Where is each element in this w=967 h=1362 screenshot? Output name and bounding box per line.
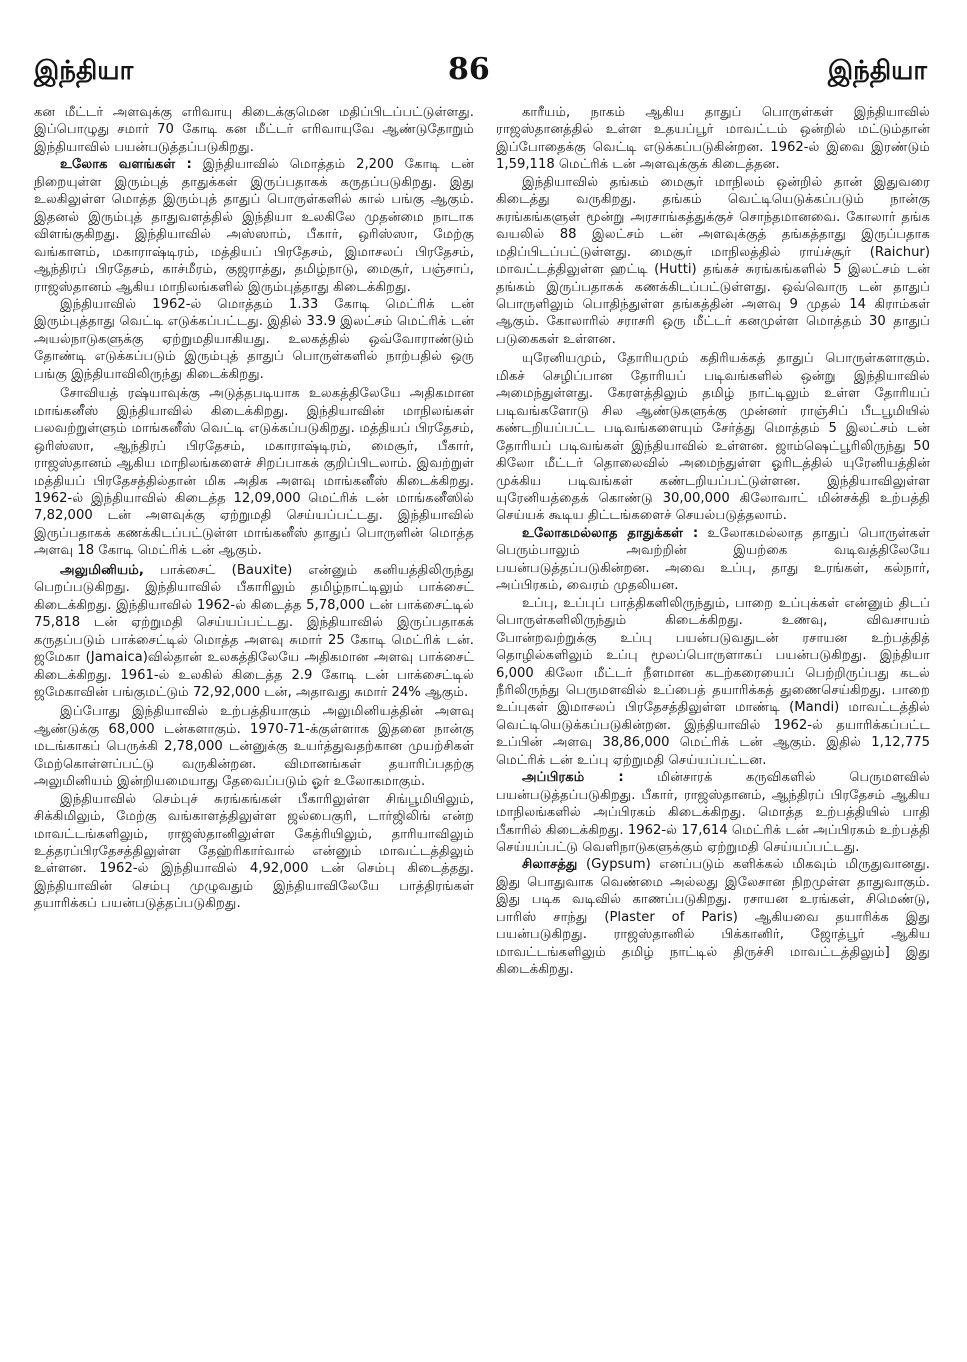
paragraph [34,156,474,296]
paragraph [34,104,474,156]
paragraph-text: உப்பு, உப்புப் பாத்திகளிலிருந்தும், பாறை உப்புக்கள் என்னும் திடப் பொருள்களிலிருந்தும் கிடைக்கிறது. உணவு, விவசாயம் போன்றவற்றுக்கு உப்பு பயன்படுவதுடன் ரசாயன உற்பத்தித் தொழில்களிலும் உப்பு மூலப்பொருளாகப் பயன்படுகிறது. இந்தியா 6,000 கிலோ மீட்டர் நீளமான கடற்கரையைப் பெற்றிருப்பது கடல் நீரிலிருந்து பெருமளவில் உப்பைத் தயாரிக்கத் துணைசெய்கிறது. பாறை உப்புகள் இமாசலப் பிரதேசத்திலுள்ள மாண்டி (Mandi) மாவட்டத்தில் வெட்டியெடுக்கப்படுகின்றன. இந்தியாவில் 1962-ல் தயாரிக்கப்பட்ட உப்பின் அளவு 38,86,000 மெட்ரிக் டன் ஆகும். இதில் 1,12,775 மெட்ரிக் டன் உப்பு ஏற்றுமதி செய்யப்பட்டன. [496,595,930,768]
paragraph-text: பாக்சைட் (Bauxite) என்னும் கனியத்திலிருந்து பெறப்படுகிறது. இந்தியாவில் பீகாரிலும் தமிழ்நாட்டிலும் பாக்சைட் கிடைக்கிறது. இந்தியாவில் 1962-ல் கிடைத்த 5,78,000 டன் பாக்சைட்டில் 75,818 டன் ஏற்றுமதி செய்யப்பட்டது. இந்தியாவில் இருப்பதாகக் கருதப்படும் பாக்சைட்டில் மொத்த அளவு சுமார் 25 கோடி மெட்ரிக் டன். ஜமேகா (Jamaica)வில்தான் உலகத்திலேயே அதிகமான அளவு பாக்சைட் கிடைக்கிறது. 1961-ல் உலகில் கிடைத்த 2.9 கோடி டன் பாக்சைட்டில் ஜமேகாவின் பங்குமட்டும் 72,92,000 டன், அதாவது சுமார் 24% ஆகும். [34,562,474,700]
paragraph [496,104,930,174]
paragraph [34,703,474,790]
paragraph [496,350,930,525]
running-title-right: இந்தியா [827,56,927,86]
paragraph [496,174,930,349]
paragraph [496,856,930,978]
paragraph-text: உலோகமல்லாத தாதுப் பொருள்கள் பெரும்பாலும் அவற்றின் இயற்கை வடிவத்திலேயே பயன்படுத்தப்படுகின்றன. அவை உப்பு, தாது உரங்கள், கல்நார், அப்பிரகம், வைரம் முதலியன. [496,525,930,594]
paragraph-text: இந்தியாவில் தங்கம் மைசூர் மாநிலம் ஒன்றில் தான் இதுவரை கிடைத்து வருகிறது. தங்கம் வெட்டியெடுக்கப்படும் நான்கு சுரங்கங்களுள் மூன்று அரசாங்கத்துக்குச் சொந்தமானவை. கோலார் தங்க வயலில் 88 இலட்சம் டன் அளவுக்குத் தங்கத்தாது இருப்பதாக மதிப்பிடப்பட்டுள்ளது. மைசூர் மாநிலத்தில் ராய்ச்சூர் (Raichur) மாவட்டத்திலுள்ள ஹட்டி (Hutti) தங்கச் சுரங்கங்களில் 5 இலட்சம் டன் தங்கம் இருப்பதாகக் கணக்கிடப்பட்டுள்ளது. ஒவ்வொரு டன் தாதுப் பொருளிலும் பொதிந்துள்ள தங்கத்தின் அளவு 9 முதல் 14 கிராம்கள் ஆகும். கோலாரில் சராசரி ஒரு மீட்டர் கனமுள்ள மொத்தம் 30 தாதுப் படுகைகள் உள்ளன. [496,174,930,347]
section-heading: அப்பிரகம் : [522,770,624,786]
section-heading: உலோக வளங்கள் : [60,157,192,173]
section-heading: உலோகமல்லாத தாதுக்கள் : [522,525,699,541]
page-number: 86 [448,52,490,87]
section-heading: அலுமினியம், [60,562,144,578]
paragraph-text: மின்சாரக் கருவிகளில் பெருமளவில் பயன்படுத்தப்படுகிறது. பீகார், ராஜஸ்தானம், ஆந்திரப் பிரதேசம் ஆகிய மாநிலங்களில் அப்பிரகம் கிடைக்கிறது. மொத்த உற்பத்தியில் பாதி பீகாரில் கிடைக்கிறது. 1962-ல் 17,614 மெட்ரிக் டன் அப்பிரகம் உற்பத்தி செய்யப்பட்டு வெளிநாடுகளுக்கும் ஏற்றுமதி செய்யப்பட்டது. [496,770,930,856]
paragraph-text: கன மீட்டர் அளவுக்கு எரிவாயு கிடைக்குமென மதிப்பிடப்பட்டுள்ளது. இப்பொழுது சமார் 70 கோடி கன மீட்டர் எரிவாயுவே ஆண்டுதோறும் இந்தியாவில் பயன்படுத்தப்படுகிறது. [34,105,474,155]
section-heading: சிலாசத்து [522,857,578,873]
right-column [496,104,930,1354]
paragraph-text: சோவியத் ரஷ்யாவுக்கு அடுத்தபடியாக உலகத்திலேயே அதிகமான மாங்கனீஸ் இந்தியாவில் கிடைக்கிறது. இந்தியாவின் மாநிலங்கள் பலவற்றுள்ளும் மாங்கனீஸ் வெட்டி எடுக்கப்படுகிறது. மத்தியப் பிரதேசம், ஒரிஸ்ஸா, ஆந்திரப் பிரதேசம், மகாராஷ்டிரம், மைசூர், பீகார், ராஜஸ்தானம் ஆகிய மாநிலங்களைச் சிறப்பாகக் குறிப்பிடலாம். இவற்றுள் மத்தியப் பிரதேசத்தில்தான் மிக அதிக அளவு மாங்கனீஸ் கிடைக்கிறது. 1962-ல் இந்தியாவில் கிடைத்த 12,09,000 மெட்ரிக் டன் மாங்கனீஸில் 7,82,000 டன் அளவுக்கு ஏற்றுமதி செய்யப்பட்டது. இந்தியாவில் இருப்பதாகக் கணக்கிடப்பட்டுள்ள மாங்கனீஸ் தாதுப் பொருளின் மொத்த அளவு 18 கோடி மெட்ரிக் டன் ஆகும். [34,386,474,559]
paragraph-text: யுரேனியமும், தோரியமும் கதிரியக்கத் தாதுப் பொருள்களாகும். மிகச் செழிப்பான தோரியப் படிவங்களில் ஒன்று இந்தியாவில் அமைந்துள்ளது. கேரளத்திலும் தமிழ் நாட்டிலும் உள்ள தோரியப் படிவங்களோடு சில ஆண்டுகளுக்கு முன்னர் ராஞ்சிப் பீடபூமியில் கண்டறியப்பட்ட படிவங்களையும் சேர்த்து மொத்தம் 5 இலட்சம் டன் தோரியப் படிவங்கள் இந்தியாவில் உள்ளன. ஜாம்ஷெட்பூரிலிருந்து 50 கிலோ மீட்டர் தொலைவில் அமைந்துள்ள ஓரிடத்தில் யுரேனியத்தின் முக்கிய படிவங்கள் கண்டறியப்பட்டுள்ளன. இந்தியாவிலுள்ள யுரேனியத்தைக் கொண்டு 30,00,000 கிலோவாட் மின்சக்தி உற்பத்தி செய்யக் கூடிய திட்டங்களைச் செயல்படுத்தலாம். [496,351,930,524]
paragraph [496,769,930,856]
paragraph-text: இந்தியாவில் மொத்தம் 2,200 கோடி டன் நிறையுள்ள இரும்புத் தாதுக்கள் இருப்பதாகக் கருதப்படுகிறது. இது உலகிலுள்ள மொத்த இரும்புத் தாதுப் பொருள்களில் கால் பங்கு ஆகும். இதனல் இரும்புத் தாதுவளத்தில் இந்தியா உலகிலே முதன்மை நாடாக விளங்குகிறது. இந்தியாவில் அஸ்ஸாம், பீகார், ஒரிஸ்ஸா, மேற்கு வங்காளம், மகாராஷ்டிரம், மத்தியப் பிரதேசம், இமாசலப் பிரதேசம், ஆந்திரப் பிரதேசம், காச்மீரம், குஜராத்து, தமிழ்நாடு, மைசூர், பஞ்சாப், ராஜஸ்தானம் ஆகிய மாநிலங்களில் இரும்புத்தாது கிடைக்கிறது. [34,157,474,295]
paragraph [496,525,930,595]
left-column [34,104,474,1354]
paragraph [34,791,474,913]
paragraph-text: காரீயம், நாகம் ஆகிய தாதுப் பொருள்கள் இந்தியாவில் ராஜஸ்தானத்தில் உள்ள உதயப்பூர் மாவட்டம் ஒன்றில் மட்டும்தான் இப்போதைக்கு வெட்டி எடுக்கப்படுகின்றன. 1962-ல் இவை இரண்டும் 1,59,118 மெட்ரிக் டன் அளவுக்குக் கிடைத்தன. [496,105,930,173]
running-title-left: இந்தியா [34,56,134,86]
paragraph [34,385,474,560]
page-header [0,0,967,90]
paragraph-text: இப்போது இந்தியாவில் உற்பத்தியாகும் அலுமினியத்தின் அளவு ஆண்டுக்கு 68,000 டன்களாகும். 1970-71-க்குள்ளாக இதனை நான்கு மடங்காகப் பெருக்கி 2,78,000 டன்னுக்கு உயர்த்துவதற்கான முயற்சிகள் மேற்கொள்ளப்பட்டு வருகின்றன. விமானங்கள் தயாரிப்பதற்கு அலுமினியம் இன்றியமையாது தேவைப்படும் ஓர் உலோகமாகும். [34,704,474,790]
paragraph-text: இந்தியாவில் செம்புச் சுரங்கங்கள் பீகாரிலுள்ள சிங்பூமியிலும், சிக்கிமிலும், மேற்கு வங்காளத்திலுள்ள ஜல்பைகுரி, டார்ஜிலிங் என்ற மாவட்டங்களிலும், ராஜஸ்தானிலுள்ள கேத்ரியிலும், தாரியாவிலும் உத்தரப்பிரதேசத்திலுள்ள தேஹ்ரிகார்வால் என்னும் மாவட்டத்திலும் உள்ளன. 1962-ல் இந்தியாவில் 4,92,000 டன் செம்பு கிடைத்தது. இந்தியாவின் செம்பு முழுவதும் இந்தியாவிலேயே பாத்திரங்கள் தயாரிக்கப் பயன்படுத்தப்படுகிறது. [34,791,474,912]
paragraph [34,562,474,702]
paragraph-text: (Gypsum) எனப்படும் களிக்கல் மிகவும் மிருதுவானது. இது பொதுவாக வெண்மை அல்லது இலேசான நிறமுள்ள தாதுவாகும். இது படிக வடிவில் காணப்படுகிறது. ரசாயன உரங்கள், சிமெண்டு, பாரிஸ் சாந்து (Plaster of Paris) ஆகியவை தயாரிக்க இது பயன்படுகிறது. ராஜஸ்தானில் பிக்கானிர், ஜோத்பூர் ஆகிய மாவட்டங்களிலும் தமிழ் நாட்டில் திருச்சி மாவட்டத்திலும்] இது கிடைக்கிறது. [496,857,930,978]
paragraph-text: இந்தியாவில் 1962-ல் மொத்தம் 1.33 கோடி மெட்ரிக் டன் இரும்புத்தாது வெட்டி எடுக்கப்பட்டது. இதில் 33.9 இலட்சம் மெட்ரிக் டன் அயல்நாடுகளுக்கு ஏற்றுமதியாகியது. உலகத்தில் ஒவ்வோராண்டும் தோண்டி எடுக்கப்படும் இரும்புத் தாதுப் பொருள்களில் நாற்பதில் ஒரு பங்கு இந்தியாவிலிருந்து கிடைக்கிறது. [34,296,474,382]
paragraph [34,296,474,383]
paragraph [496,595,930,770]
